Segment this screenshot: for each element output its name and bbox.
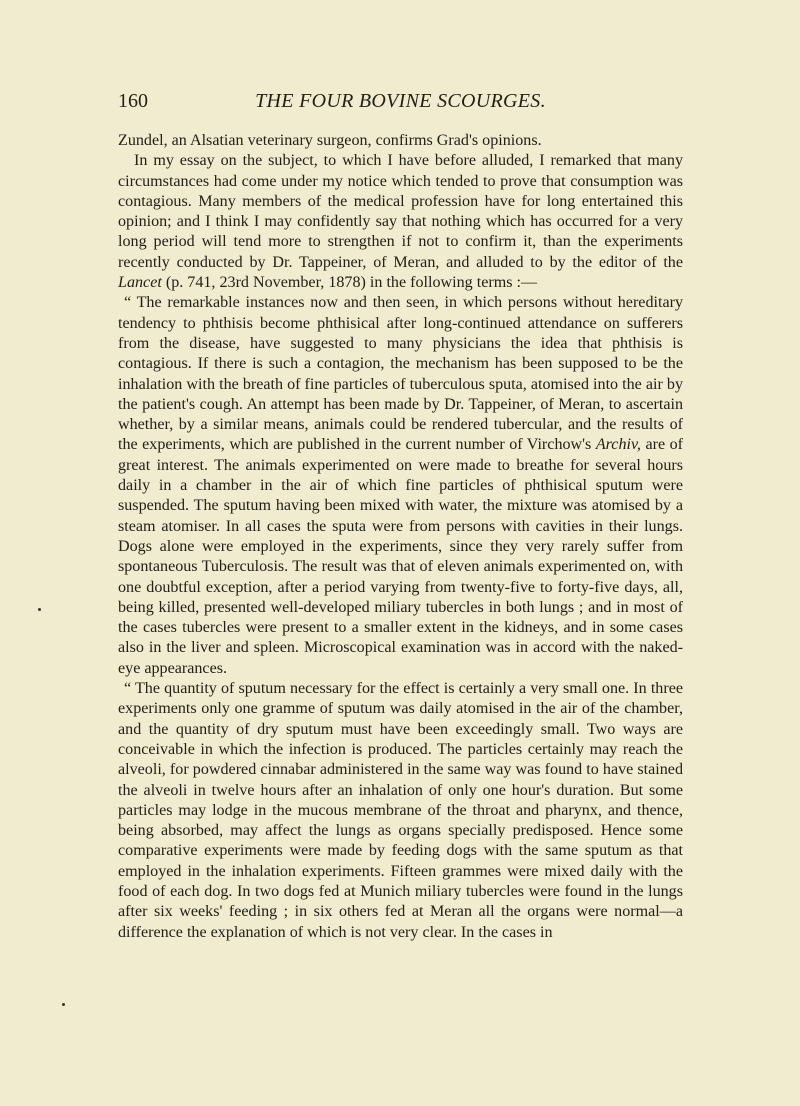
paragraph-essay: In my essay on the subject, to which I have before alluded, I remarked that many circumstances had come under my notice which tended to prove that consumption was contagious. Many members of the medical profession have for long entertained this opinion; and I think I may confidently say that nothing which has occurred for a very long period will tend more to strengthen if not to confirm it, than the experiments recently conducted by Dr. Tappeiner, of Meran, and alluded to by the editor of the Lancet (p. 741, 23rd November, 1878) in the following terms :— <box>118 152 683 292</box>
paragraph-quote-quantity: “ The quantity of sputum necessary for the effect is certainly a very small one. In three experiments only one gramme of sputum was daily atomised in the air of the chamber, and the quantity of dry sputum must have been exceedingly small. Two ways are conceivable in which the infection is produced. The particles certainly may reach the alveoli, for powdered cinnabar administered in the same way was found to have stained the alveoli in twelve hours after an inhalation of only one hour's duration. But some particles may lodge in the mucous membrane of the throat and pharynx, and thence, being absorbed, may affect the lungs as organs specially predisposed. Hence some comparative experiments were made by feeding dogs with the same sputum as that employed in the inhalation experiments. Fifteen grammes were mixed daily with the food of each dog. In two dogs fed at Munich miliary tubercles were found in the lungs after six weeks' feeding ; in six others fed at Meran all the organs were normal—a difference the explanation of which is not very clear. In the cases in <box>118 680 683 941</box>
page-number: 160 <box>118 90 148 112</box>
page-header <box>118 90 683 116</box>
running-title: THE FOUR BOVINE SCOURGES. <box>255 90 546 112</box>
paragraph-quote-tappeiner: “ The remarkable instances now and then seen, in which persons without hereditary tendency to phthisis become phthisical after long-continued attendance on sufferers from the disease, have suggested to many physicians the idea that phthisis is contagious. If there is such a contagion, the mechanism has been supposed to be the inhalation with the breath of fine particles of tuberculous sputa, atomised into the air by the patient's cough. An attempt has been made by Dr. Tappeiner, of Meran, to ascertain whether, by a similar means, animals could be rendered tubercular, and the results of the experiments, which are published in the current number of Virchow's Archiv, are of great interest. The animals experimented on were made to breathe for several hours daily in a chamber in the air of which fine particles of phthisical sputum were suspended. The sputum having been mixed with water, the mixture was atomised by a steam atomiser. In all cases the sputa were from persons with cavities in their lungs. Dogs alone were employed in the experiments, since they very rarely suffer from spontaneous Tuberculosis. The result was that of eleven animals experimented on, with one doubtful exception, after a period varying from twenty-five to forty-five days, all, being killed, presented well-developed miliary tubercles in both lungs ; and in most of the cases tubercles were present to a smaller extent in the kidneys, and in some cases also in the liver and spleen. Microscopical examination was in accord with the naked-eye appearances. <box>118 294 683 677</box>
archiv-title: Archiv, <box>595 436 641 454</box>
lancet-title: Lancet <box>118 274 162 292</box>
margin-mark <box>38 608 41 611</box>
paragraph-zundel: Zundel, an Alsatian veterinary surgeon, confirms Grad's opinions. <box>118 132 542 149</box>
body-text <box>118 131 683 943</box>
margin-mark <box>62 1003 65 1006</box>
